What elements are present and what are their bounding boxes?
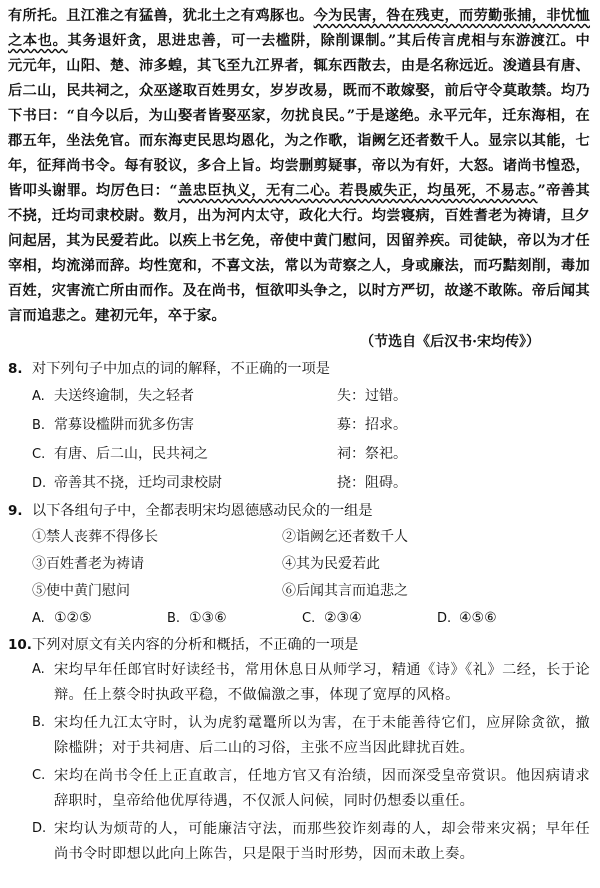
passage-seg-0: 有所托。且江淮之有猛兽，犹北土之有鸡豚也。 [8, 8, 314, 24]
q9-answer-a[interactable] [32, 605, 167, 632]
option-sentence: 常募设槛阱而犹多伤害 [54, 417, 194, 433]
q8-option-a[interactable] [8, 382, 590, 411]
option-letter: C. [32, 768, 46, 783]
option-letter: A. [32, 611, 45, 626]
passage-underlined-2: 盖忠臣执义，无有二心。若畏威失正，均虽死，不易志。 [177, 183, 538, 199]
option-sentence: 帝善其不挠，迁均司隶校尉 [54, 475, 222, 491]
q10-option-d[interactable] [8, 817, 590, 866]
question-number: 10. [8, 637, 32, 653]
option-sentence: 有唐、后二山，民共祠之 [54, 446, 208, 462]
option-gloss: 挠：阻碍。 [337, 475, 407, 491]
question-number: 8. [8, 361, 23, 377]
option-text: 宋均在尚书令任上正直敢言，任地方官又有治绩，因而深受皇帝赏识。他因病请求辞职时，皇帝给他优厚待遇，不仅派人问候，同时仍想委以重任。 [54, 768, 590, 809]
question-stem: 以下各组句子中，全都表明宋均恩德感动民众的一组是 [32, 503, 373, 519]
question-number: 9. [8, 503, 23, 519]
passage-source: （节选自《后汉书·宋均传》） [360, 334, 540, 350]
option-gloss: 失：过错。 [337, 388, 407, 404]
option-letter: A. [32, 662, 45, 677]
q10-option-b[interactable] [8, 711, 590, 760]
option-text: 宋均早年任郎官时好读经书，常用休息日从师学习，精通《诗》《礼》二经，长于论辩。任上蔡令时执政平稳，不做偏激之事，体现了宽厚的风格。 [54, 662, 590, 703]
passage-underlined-1: 今为民害，咎在残吏，而劳勤张捕，非忧恤之本也。 [8, 8, 591, 49]
q8-option-c[interactable] [8, 440, 590, 469]
option-letter: D. [32, 821, 47, 836]
option-letter: D. [437, 611, 452, 626]
passage-text [8, 4, 590, 329]
q9-items [8, 524, 590, 605]
q8-option-b[interactable] [8, 411, 590, 440]
option-letter: B. [167, 611, 181, 626]
option-gloss: 祠：祭祀。 [337, 446, 407, 462]
question-9 [8, 498, 590, 632]
answer-text: ②③④ [324, 610, 362, 626]
question-stem: 对下列句子中加点的词的解释，不正确的一项是 [32, 361, 330, 377]
option-letter: D. [32, 476, 47, 491]
option-letter: B. [32, 418, 46, 433]
q9-answer-c[interactable] [302, 605, 437, 632]
option-sentence: 夫送终逾制，失之轻者 [54, 388, 194, 404]
option-text: 宋均任九江太守时，认为虎豹鼋鼍所以为害，在于未能善待它们，应屏除贪欲，撤除槛阱；对于共祠唐、后二山的习俗，主张不应当因此肆扰百姓。 [54, 715, 590, 756]
q9-item: ⑥后闻其言而追悲之 [282, 583, 408, 599]
q9-item: ④其为民爱若此 [282, 556, 380, 572]
passage [8, 4, 590, 329]
q9-item: ②诣阙乞还者数千人 [282, 529, 408, 545]
q9-answer-b[interactable] [167, 605, 302, 632]
q9-item: ⑤使中黄门慰问 [32, 583, 130, 599]
q8-option-d[interactable] [8, 469, 590, 498]
q10-option-a[interactable] [8, 658, 590, 707]
option-letter: A. [32, 389, 45, 404]
q9-item: ①禁人丧葬不得侈长 [32, 529, 158, 545]
option-text: 宋均认为烦苛的人，可能廉洁守法，而那些狡诈刻毒的人，却会带来灾祸；早年任尚书令时即想以此向上陈告，只是限于当时形势，因而未敢上奏。 [54, 821, 590, 862]
q9-answers [8, 605, 590, 632]
q10-option-c[interactable] [8, 764, 590, 813]
option-letter: C. [302, 611, 316, 626]
answer-text: ①②⑤ [54, 610, 92, 626]
question-stem: 下列对原文有关内容的分析和概括，不正确的一项是 [32, 637, 359, 653]
option-gloss: 募：招求。 [337, 417, 407, 433]
answer-text: ④⑤⑥ [459, 610, 497, 626]
question-8 [8, 356, 590, 498]
q9-answer-d[interactable] [437, 605, 557, 632]
option-letter: C. [32, 447, 46, 462]
question-10 [8, 632, 590, 866]
q9-item: ③百姓耆老为祷请 [32, 556, 144, 572]
answer-text: ①③⑥ [189, 610, 227, 626]
passage-seg-2: 其务退奸贪，思进忠善，可一去槛阱，除削课制。”其后传言虎相与东游渡江。中元元年，山阳、楚、沛多蝗，其飞至九江界者，辄东西散去，由是名称远近。浚遒县有唐、后二山，民共祠之，众巫遂取百姓男女，岁岁改易，既而不敢嫁娶，前后守令莫敢禁。均乃下书曰：“自今以后，为山娶者皆娶巫家，勿扰良民。”于是遂绝。永平元年，迁东海相，在郡五年，坐法免官。而东海吏民思均恩化，为之作歌，诣阙乞还者数千人。显宗以其能，七年，征拜尚书令。每有驳议，多合上旨。均尝删剪疑事，帝以为有奸，大怒。诸尚书惶恐，皆叩头谢罪。均厉色曰：“ [8, 33, 590, 199]
passage-seg-4: ”帝善其不挠，迁均司隶校尉。数月，出为河内太守，政化大行。均尝寝病，百姓耆老为祷请，旦夕问起居，其为民爱若此。以疾上书乞免，帝使中黄门慰问，因留养疾。司徒缺，帝以为才任宰相，均流涕而辞。均性宽和，不喜文法，常以为苛察之人，身或廉法，而巧黠刻削，毒加百姓，灾害流亡所由而作。及在尚书，恒欲叩头争之，以时方严切，故遂不敢陈。帝后闻其言而追悲之。建初元年，卒于家。 [8, 183, 590, 324]
option-letter: B. [32, 715, 46, 730]
